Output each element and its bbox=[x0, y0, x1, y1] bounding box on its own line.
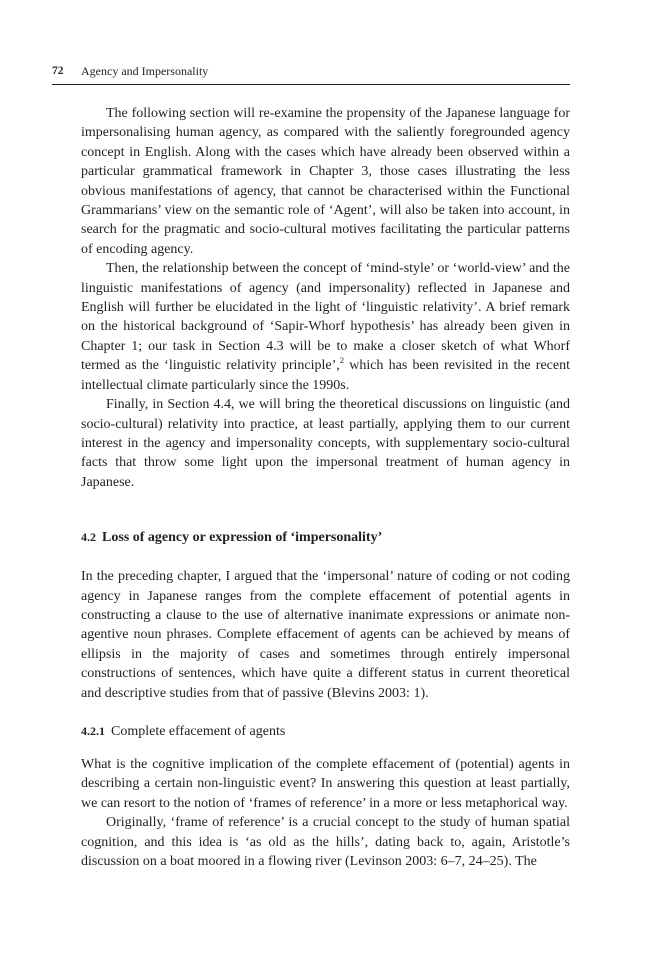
section-heading-4-2 bbox=[81, 528, 570, 547]
subsection-heading-4-2-1 bbox=[81, 722, 570, 741]
paragraph-subsection-1: What is the cognitive implication of the complete effacement of (potential) agents in describing a certain non-linguistic event? In answering this question at least partially, we can resort to the notion of ‘frames of reference’ in a more or less metaphorical way. bbox=[81, 756, 570, 811]
subsection-title: Complete effacement of agents bbox=[111, 723, 286, 739]
paragraph-intro-2-tail: which has been revisited in the recent intellectual climate particularly since the 1990s. bbox=[81, 358, 570, 393]
paragraph-intro-3: Finally, in Section 4.4, we will bring the theoretical discussions on linguistic (and socio-cultural) relativity into practice, at least partially, applying them to our current interest in the agency and impersonality concepts, with supplementary socio-cultural facts that throw some light upon the impersonal treatment of human agency in Japanese. bbox=[81, 397, 570, 490]
body-text bbox=[81, 104, 570, 871]
paragraph-subsection-2: Originally, ‘frame of reference’ is a crucial concept to the study of human spatial cognition, and this idea is ‘as old as the hills’, dating back to, again, Aristotle’s discussion on a boat moored in a flowing river (Levinson 2003: 6–7, 24–25). The bbox=[81, 815, 570, 869]
footnote-marker: 2 bbox=[339, 355, 345, 366]
paragraph-section-4-2: In the preceding chapter, I argued that the ‘impersonal’ nature of coding or not coding agency in Japanese ranges from the complete effacement of potential agents in constructing a clause to the use of alternative inanimate expressions or animate non-agentive noun phrases. Complete effacement of agents can be achieved by means of ellipsis in the majority of cases and sometimes through entirely impersonal constructions of sentences, which have quite a different status in current theoretical and descriptive studies from that of passive (Blevins 2003: 1). bbox=[81, 569, 570, 701]
paragraph-intro-2-text: Then, the relationship between the concept of ‘mind-style’ or ‘world-view’ and the linguistic manifestations of agency (and impersonality) reflected in Japanese and English will further be elucidated in the light of ‘linguistic relativity’. A brief remark on the historical background of ‘Sapir-Whorf hypothesis’ has already been given in Chapter 1; our task in Section 4.3 will be to make a closer sketch of what Whorf termed as the ‘linguistic relativity principle’, bbox=[81, 261, 570, 374]
section-number: 4.2 bbox=[81, 530, 96, 545]
section-title: Loss of agency or expression of ‘impersonality’ bbox=[102, 530, 383, 546]
running-header bbox=[52, 62, 570, 85]
running-title: Agency and Impersonality bbox=[81, 64, 209, 78]
paragraph-intro-2 bbox=[81, 259, 570, 395]
subsection-number: 4.2.1 bbox=[81, 723, 105, 738]
page-number: 72 bbox=[52, 65, 64, 77]
paragraph-intro-1: The following section will re-examine the propensity of the Japanese language for impersonalising human agency, as compared with the saliently foregrounded agency concept in English. Along with the cases which have already been observed within a particular grammatical framework in Chapter 3, those cases illustrating the less obvious manifestations of agency, that cannot be characterised within the Functional Grammarians’ view on the semantic role of ‘Agent’, will also be taken into account, in search for the pragmatic and socio-cultural motives facilitating the particular patterns of encoding agency. bbox=[81, 106, 570, 257]
